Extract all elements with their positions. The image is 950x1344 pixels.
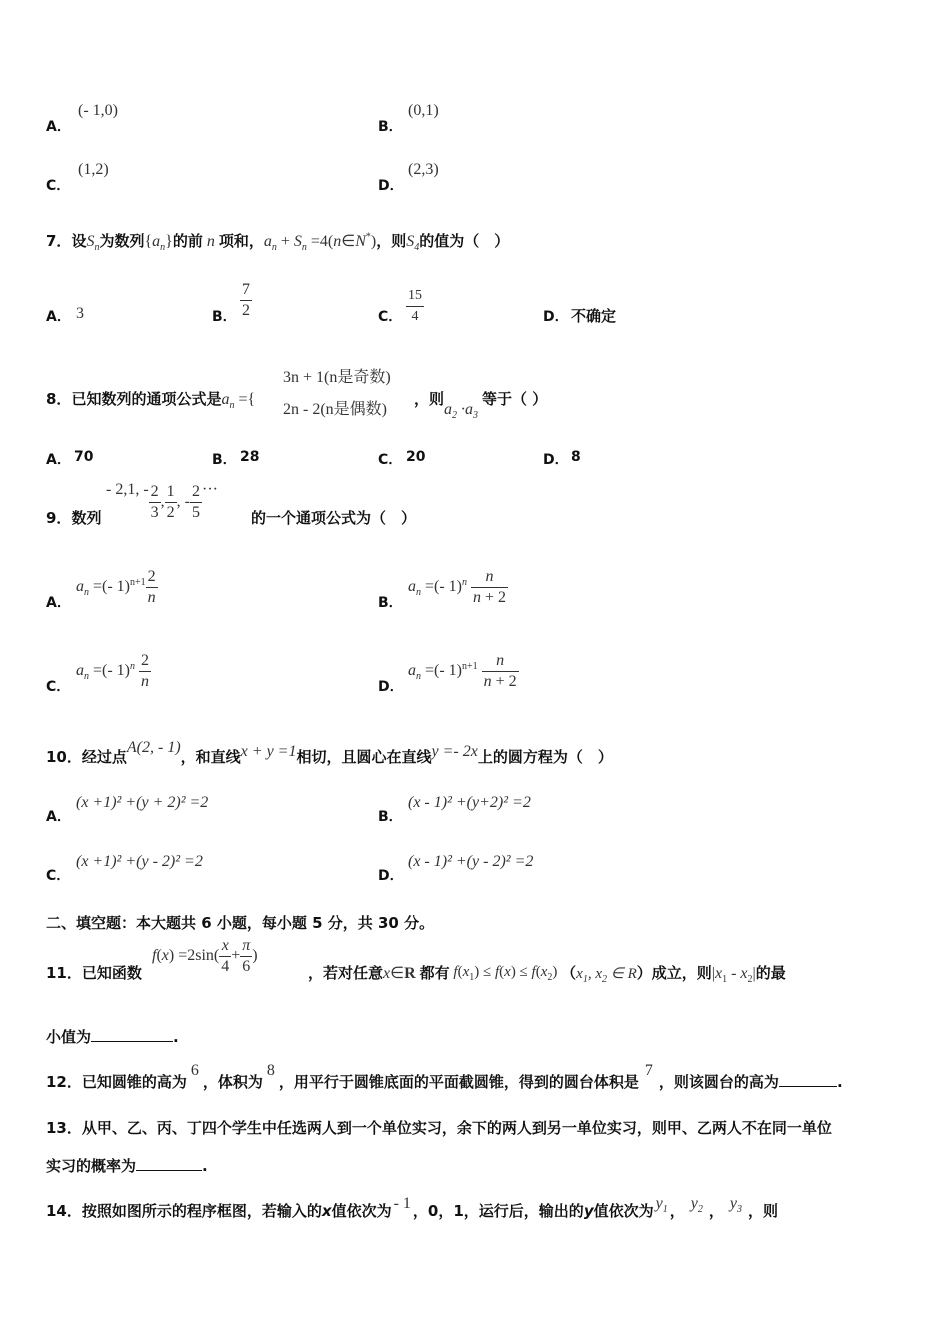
q12-volume: 8: [266, 1062, 275, 1079]
q10-center-line: y =- 2x: [431, 743, 478, 760]
q7-option-c-label: C．: [378, 309, 403, 325]
q13-line2: [46, 1155, 208, 1176]
q7-s4: $S_4$: [406, 233, 420, 254]
q8-number: 8．: [46, 390, 72, 408]
q14-var-x: x: [321, 1202, 332, 1220]
question-11: [46, 962, 142, 983]
q14-text: ，则: [747, 1202, 778, 1220]
q7-option-d-text: 不确定: [571, 307, 617, 325]
q7-text: 设: [71, 232, 87, 250]
q14-y2: $y_2$: [690, 1195, 703, 1216]
q8-option-d-text: 8: [571, 449, 581, 465]
q8-text: ，则: [414, 390, 445, 408]
q9-number: 9．: [46, 509, 72, 527]
question-10: [46, 739, 613, 767]
q14-text: 值依次为: [331, 1202, 392, 1220]
q8-an: $a_n$: [221, 391, 235, 412]
q9-text-tail: 的一个通项公式为（ ）: [251, 509, 417, 527]
q12-text: ，体积为: [202, 1073, 263, 1091]
q14-text: 按照如图所示的程序框图，若输入的: [81, 1202, 322, 1220]
q10-option-b-label: B．: [378, 809, 403, 825]
q8-tail: [414, 388, 548, 422]
q9-option-a-label: A．: [46, 595, 71, 611]
q8-option-d-label: D．: [543, 452, 569, 468]
q7-text: 为数列: [99, 232, 145, 250]
option-d-label: D．: [378, 178, 404, 194]
q11-forall: x∈R: [383, 965, 416, 982]
q10-tangent-line: x + y =1: [240, 743, 297, 760]
q10-option-b-math: (x - 1)² +(y+2)² =2: [408, 794, 531, 811]
q7-an-seq: $\{a_n\}$: [144, 233, 173, 254]
q7-option-b-label: B．: [212, 309, 237, 325]
answer-blank[interactable]: [136, 1169, 202, 1171]
q11-text: 的最: [755, 964, 786, 982]
q8-product: $a_2 \cdot a_3$: [444, 401, 479, 422]
q9-sequence: - 2,1, - $\frac{2}{3}$ , $\frac{1}{2}$ , - $\frac{2}{5}$ ···: [106, 481, 218, 521]
q8-option-b-text: 28: [240, 449, 260, 465]
q7-option-c-fraction: [406, 286, 424, 327]
q9-option-c-label: C．: [46, 679, 71, 695]
q8-option-b-label: B．: [212, 452, 237, 468]
q11-text: ，若对任意: [308, 964, 384, 982]
fraction-denominator: 4: [411, 309, 419, 324]
fraction-numerator: 7: [240, 280, 252, 301]
q13-number: 13．: [46, 1119, 82, 1137]
fraction-denominator: 2: [242, 302, 250, 319]
q12-number: 12．: [46, 1073, 82, 1091]
q14-text: ，: [708, 1202, 724, 1220]
q11-text: 都有: [419, 964, 450, 982]
q11-abs: $|x_1 - x_2|$: [711, 965, 756, 986]
q9-option-b-formula: $a_n$ =(- 1)$^n$ $\frac{n}{n + 2}$: [408, 568, 507, 606]
q10-option-a-math: (x +1)² +(y + 2)² =2: [76, 794, 209, 811]
q8-case-even: 2n - 2(n是偶数): [283, 401, 387, 418]
option-a-math: (- 1,0): [78, 102, 118, 119]
q8-option-c-text: 20: [406, 449, 426, 465]
q8-option-a-text: 70: [74, 449, 94, 465]
q12-text: .: [836, 1073, 843, 1091]
q10-text: 经过点: [81, 748, 127, 766]
q9-option-c-formula: $a_n$ =(- 1)$^n$ $\frac{2}{n}$: [76, 652, 150, 690]
q10-point: A(2, - 1): [126, 739, 181, 756]
option-a-label: A．: [46, 119, 71, 135]
q13-text: 实习的概率为: [46, 1157, 137, 1175]
q13-text: .: [202, 1157, 208, 1175]
q8-text: 等于（ ）: [482, 390, 548, 408]
q10-text: 上的圆方程为（ ）: [477, 748, 613, 766]
question-7: [46, 230, 509, 253]
q9-option-d-label: D．: [378, 679, 404, 695]
q8-option-a-label: A．: [46, 452, 71, 468]
q10-option-d-label: D．: [378, 868, 404, 884]
q7-condition: $a_n + S_n$ =4(n∈N*): [263, 231, 377, 254]
answer-blank[interactable]: [779, 1085, 837, 1087]
q11-text: ）成立，则: [636, 964, 712, 982]
q8-eq: ={: [238, 391, 256, 408]
q12-text: ，则该圆台的高为: [658, 1073, 779, 1091]
q7-option-b-fraction: [240, 280, 252, 321]
q7-text: 的值为（ ）: [419, 232, 510, 250]
q14-y1: $y_1$: [655, 1195, 668, 1216]
question-14: [46, 1195, 778, 1223]
q8-text: 已知数列的通项公式是: [71, 390, 222, 408]
option-d-math: (2,3): [408, 161, 439, 178]
q11-text: 小值为: [46, 1028, 92, 1046]
q14-var-y: y: [583, 1202, 594, 1220]
q11-text: （: [561, 964, 577, 982]
q8-case-odd: 3n + 1(n是奇数): [283, 369, 391, 386]
question-8: [46, 388, 255, 411]
q10-option-c-label: C．: [46, 868, 71, 884]
q14-y3: $y_3$: [729, 1195, 742, 1216]
q12-text: 已知圆锥的高为: [81, 1073, 187, 1091]
question-12: [46, 1062, 843, 1092]
q10-number: 10．: [46, 748, 82, 766]
q10-option-c-math: (x +1)² +(y - 2)² =2: [76, 853, 203, 870]
q12-frustum-volume: 7: [644, 1062, 653, 1079]
q7-text: ，则: [376, 232, 407, 250]
question-9: [46, 507, 101, 528]
q10-option-a-label: A．: [46, 809, 71, 825]
q9-option-a-formula: $a_n$ =(- 1)$^{n+1}$ $\frac{2}{n}$: [76, 568, 156, 606]
q11-tail: [308, 962, 786, 985]
q7-option-a-label: A．: [46, 309, 71, 325]
q7-option-a-math: 3: [76, 305, 84, 322]
q14-input-neg1: - 1: [393, 1195, 411, 1212]
q9-option-b-label: B．: [378, 595, 403, 611]
q9-text: 数列: [71, 509, 102, 527]
option-c-label: C．: [46, 178, 71, 194]
q11-text: .: [173, 1028, 179, 1046]
option-b-math: (0,1): [408, 102, 439, 119]
q11-number: 11．: [46, 964, 82, 982]
q10-text: 相切，且圆心在直线: [296, 748, 432, 766]
q8-option-c-label: C．: [378, 452, 403, 468]
q9-option-d-formula: $a_n$ =(- 1)$^{n+1}$ $\frac{n}{n + 2}$: [408, 652, 517, 690]
fraction-numerator: 15: [406, 286, 424, 307]
q11-line2: [46, 1026, 179, 1047]
answer-blank[interactable]: [91, 1040, 173, 1042]
q11-function: f(x) =2sin( $\frac{x}{4}$ + $\frac{\pi}{6}$ ): [152, 937, 258, 975]
q11-domain: $x_1$, $x_2$ ∈ R: [576, 966, 637, 985]
section-title: 二、填空题：本大题共 6 小题，每小题 5 分，共 30 分。: [46, 914, 435, 932]
q14-text: ，0，1，运行后，输出的: [412, 1202, 584, 1220]
q10-text: ，和直线: [180, 748, 241, 766]
q12-text: ，用平行于圆锥底面的平面截圆锥，得到的圆台体积是: [278, 1073, 639, 1091]
q7-option-d-label: D．: [543, 309, 569, 325]
option-c-math: (1,2): [78, 161, 109, 178]
q7-number: 7．: [46, 232, 72, 250]
q14-text: 值依次为: [593, 1202, 654, 1220]
q10-option-d-math: (x - 1)² +(y - 2)² =2: [408, 853, 534, 870]
q14-text: ，: [669, 1202, 685, 1220]
question-13: [46, 1117, 832, 1138]
option-b-label: B．: [378, 119, 403, 135]
q7-sn: $S_n$: [86, 233, 100, 254]
q13-text: 从甲、乙、丙、丁四个学生中任选两人到一个单位实习，余下的两人到另一单位实习，则甲、乙两人不在同一单位: [81, 1119, 832, 1137]
q7-text: 的前: [172, 232, 203, 250]
q11-inequality: $f(x_1) \le f(x) \le f(x_2)$: [453, 964, 562, 983]
q14-number: 14．: [46, 1202, 82, 1220]
q11-text: 已知函数: [81, 964, 142, 982]
q7-n: n: [202, 233, 219, 250]
q12-height: 6: [190, 1062, 199, 1079]
q7-text: 项和，: [218, 232, 264, 250]
